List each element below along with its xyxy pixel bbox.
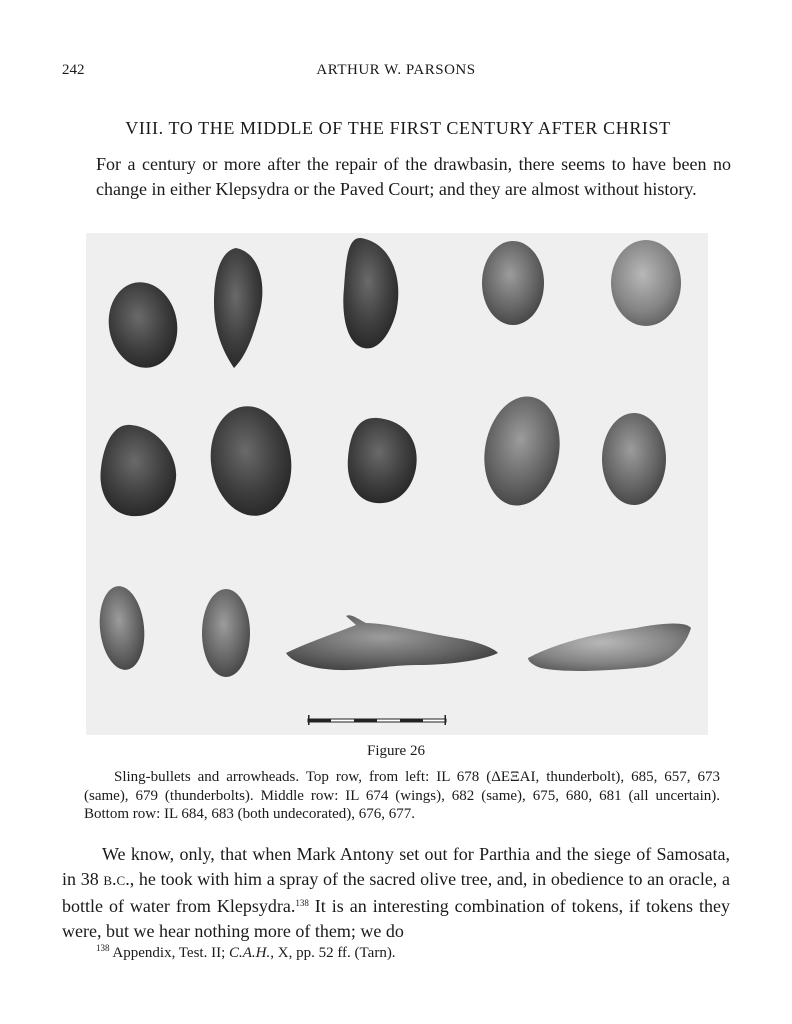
figure-label: Figure 26	[367, 743, 425, 759]
footnote-text-1: Appendix, Test. II;	[109, 945, 229, 961]
footnote-reference: 138	[295, 898, 309, 908]
paragraph-intro	[96, 152, 731, 201]
figure-caption-indent	[84, 769, 114, 785]
paragraph-antony-bc: b.c.	[103, 868, 130, 889]
figure-caption	[84, 768, 720, 824]
paragraph-antony-text-1: We know, only, that when Mark Antony set out for Parthia and the siege of Samosata, in 38	[62, 844, 730, 889]
footnote-text-2: , X, pp. 52 ff. (Tarn).	[270, 945, 396, 961]
page-number: 242	[62, 62, 85, 78]
sling-bullet-middle-5	[602, 413, 666, 505]
paragraph-antony	[62, 842, 730, 943]
sling-bullet-top-5	[611, 240, 681, 326]
running-head: ARTHUR W. PARSONS	[316, 62, 476, 78]
section-heading: VIII. TO THE MIDDLE OF THE FIRST CENTURY AFTER CHRIST	[125, 118, 671, 138]
figure-photo-svg	[86, 233, 708, 735]
sling-bullet-bottom-2	[202, 589, 250, 677]
footnote-italic: C.A.H.	[229, 945, 271, 961]
paragraph-antony-text-3: It is an interesting combination of tokens, if tokens they were, but we hear nothing more of them; we do	[62, 896, 730, 941]
paragraph-antony-text-2: , he took with him a spray of the sacred olive tree, and, in obedience to an oracle, a bottle of water from Klepsydra.	[62, 868, 730, 916]
figure-caption-text: Sling-bullets and arrowheads. Top row, from left: IL 678 (ΔΕΞΑΙ, thunderbolt), 685, 657, 673 (same), 679 (thunderbolts). Middle row: IL 674 (wings), 682 (same), 675, 680, 681 (all uncertain). Bottom row: IL 684, 683 (both undecorated), 676, 677.	[84, 769, 720, 822]
figure-photograph	[86, 233, 708, 735]
paragraph-intro-text: For a century or more after the repair of the drawbasin, there seems to have been no change in either Klepsydra or the Paved Court; and they are almost without history.	[96, 154, 731, 199]
footnote-number: 138	[96, 943, 110, 953]
footnote	[96, 943, 396, 962]
sling-bullet-top-4	[482, 241, 544, 325]
